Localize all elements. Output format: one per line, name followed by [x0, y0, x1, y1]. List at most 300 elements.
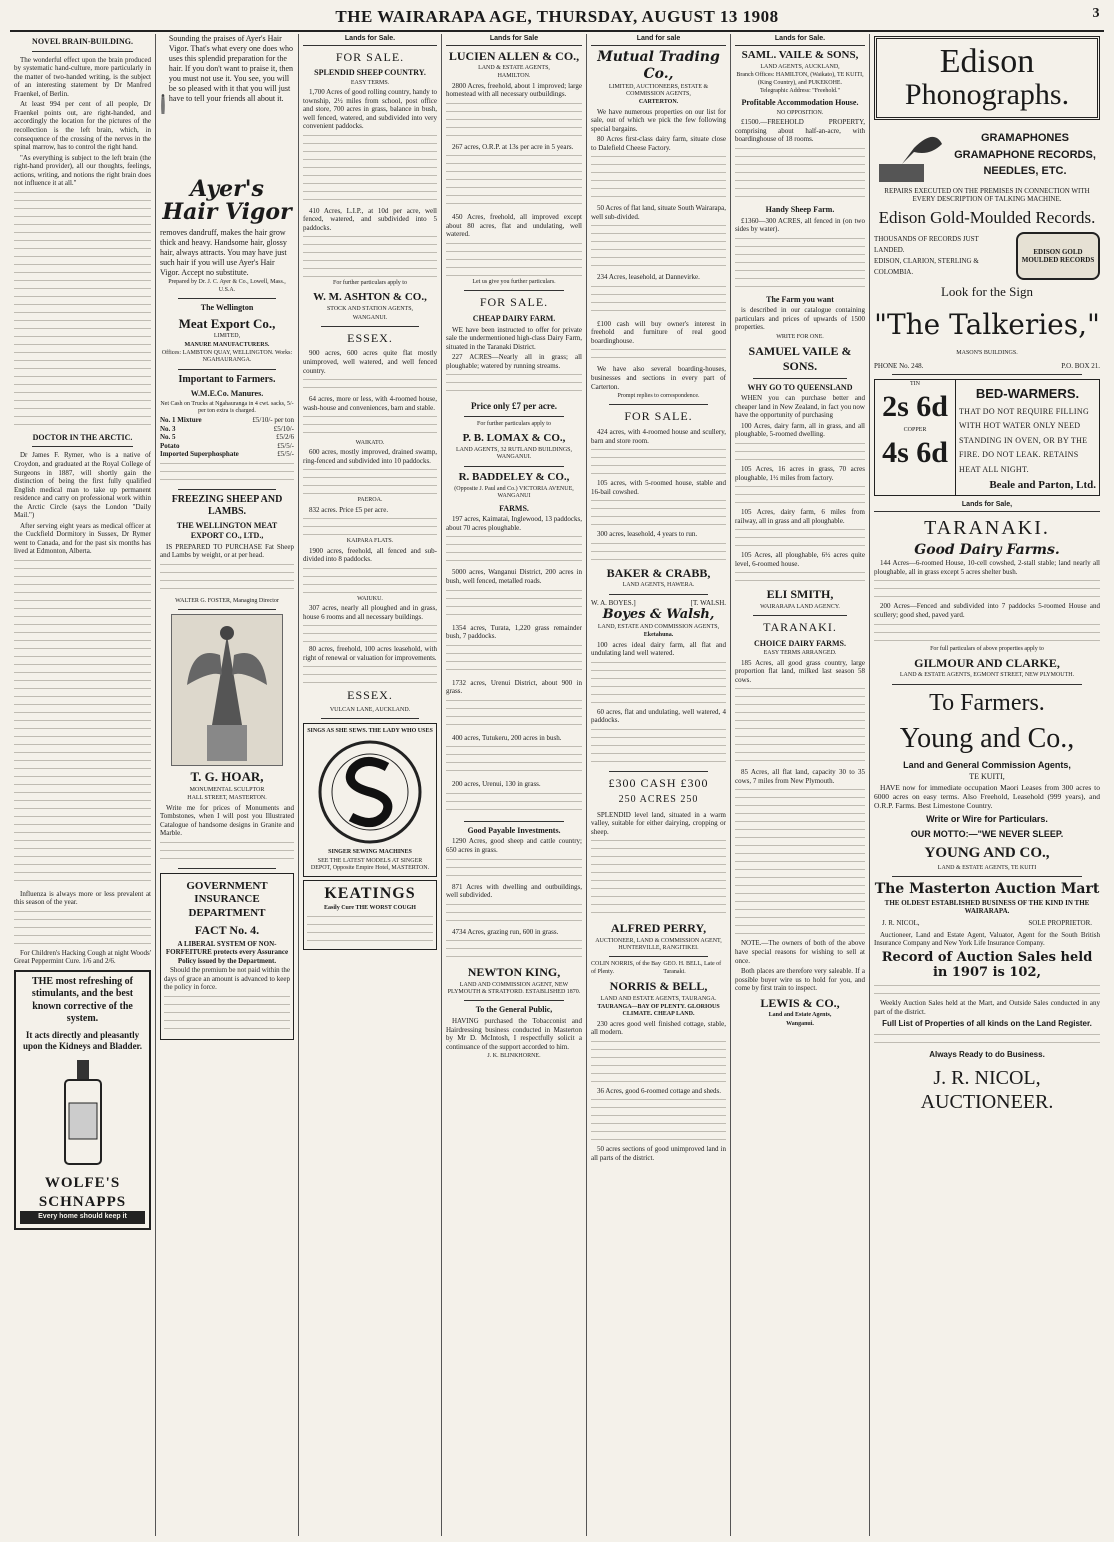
- te-kuiti: TE KUITI,: [969, 772, 1005, 782]
- section-heading: Lands for Sale.: [303, 34, 437, 46]
- text-block: [591, 498, 726, 528]
- profitable-heading: Profitable Accommodation House.: [741, 98, 859, 108]
- listing: 5000 acres, Wanganui District, 200 acres in bush, well fenced, metalled roads.: [446, 568, 582, 585]
- text-block: [446, 791, 582, 817]
- thousands-line: THOUSANDS OF RECORDS JUST LANDED.: [874, 234, 979, 255]
- note: NOTE.—The owners of both of the above have special reasons for wishing to sell at once.: [735, 939, 865, 965]
- gov-body: Should the premium be not paid within the days of grace an amount is advanced to keep the policy in force.: [164, 966, 290, 992]
- text-block: [735, 236, 865, 292]
- text-block: [591, 838, 726, 918]
- text-block: [446, 938, 582, 962]
- splendid-heading: SPLENDID SHEEP COUNTRY.: [314, 68, 426, 78]
- young-co-2: YOUNG AND CO.,: [924, 845, 1050, 862]
- listing: 50 Acres of flat land, situate South Wairarapa, well sub-divided.: [591, 204, 726, 221]
- listing: 85 Acres, all flat land, capacity 30 to 35 cows, 7 miles from New Plymouth.: [735, 768, 865, 785]
- listing: 1,700 Acres of good rolling country, handy to township, 2½ miles from school, post office and store, 700 acres in grass, balance in bush, well fenced, watered, and subdivided into very convenient paddocks.: [303, 88, 437, 131]
- further-particulars: For further particulars apply to: [477, 421, 551, 428]
- freeze-body: IS PREPARED TO PURCHASE Fat Sheep and Lambs by weight, or at per head.: [160, 542, 294, 560]
- text-block: [446, 101, 582, 141]
- listing: 871 Acres with dwelling and outbuildings, well subdivided.: [446, 882, 582, 900]
- gold-moulded-heading: Edison Gold-Moulded Records.: [878, 207, 1096, 227]
- schnapps-bottle-icon: [53, 1058, 113, 1168]
- text-block: [591, 447, 726, 477]
- text-block: [591, 541, 726, 563]
- angel-monument-icon: [172, 615, 282, 765]
- article-text-block: [14, 190, 151, 430]
- text-block: [160, 461, 294, 485]
- listing: 410 Acres, L.I.P., at 10d per acre, well fenced, watered, and subdivided into 5 paddocks.: [303, 206, 437, 232]
- text-block: [591, 223, 726, 271]
- auctioneer-body: Auctioneer, Land and Estate Agent, Valuator, Agent for the South British Insurance Company and New York Life Insurance Company.: [874, 930, 1100, 948]
- article-text-block: [14, 558, 151, 888]
- article-para: "As everything is subject to the left brain (the right-hand provider), all our thoughts, feelings, actions, writing, and notions the right brain does not influence it at all.": [14, 153, 151, 188]
- prompt-replies: Prompt replies to correspondence.: [617, 393, 700, 400]
- copper-price: 4s 6d: [882, 436, 948, 470]
- schnapps-line-1: THE most refreshing of stimulants, and the best known corrective of the system.: [31, 975, 134, 1025]
- listing: 105 Acres, all ploughable, 6½ acres quite level, 6-roomed house.: [735, 551, 865, 568]
- perry-sub: AUCTIONEER, LAND & COMMISSION AGENT, HUNTERVILLE, RANGITIKEI.: [595, 937, 722, 952]
- listing: 1290 Acres, good sheep and cattle country; 650 acres in grass.: [446, 837, 582, 854]
- text-block: [303, 414, 437, 438]
- gilmour-clarke: GILMOUR AND CLARKE,: [914, 655, 1060, 670]
- look-for-sign: Look for the Sign: [940, 284, 1034, 300]
- section-heading: Land for sale: [591, 34, 726, 46]
- manures-heading: W.M.E.Co. Manures.: [190, 388, 264, 398]
- text-block: [446, 857, 582, 881]
- text-block: [160, 840, 294, 864]
- taranaki-heading: TARANAKI.: [763, 620, 837, 635]
- gramaphones-line: GRAMAPHONES: [980, 132, 1069, 145]
- article-heading-brain: NOVEL BRAIN-BUILDING.: [32, 37, 133, 46]
- manures-sub: Net Cash on Trucks at Ngahauranga in 4 cwt. sacks, 5/- per ton extra is charged.: [160, 400, 294, 414]
- baddeley: R. BADDELEY & CO.,: [458, 470, 570, 483]
- cheap-dairy: CHEAP DAIRY FARM.: [472, 313, 556, 323]
- text-block: [735, 787, 865, 937]
- essex-heading-2: ESSEX.: [347, 688, 393, 703]
- boyes-partners: W. A. BOYES.] [T. WALSH.: [591, 598, 726, 607]
- lomax-sub: LAND AGENTS, 32 RUTLAND BUILDINGS, WANGANUI.: [456, 447, 572, 461]
- listing: £100 cash will buy owner's interest in freehold and furniture of real good boardinghouse.: [591, 319, 726, 345]
- mutual-intro: We have numerous properties on our list for sale, out of which we pick the few following special bargains.: [591, 107, 726, 133]
- text-block: [446, 534, 582, 566]
- labels-line: EDISON, CLARION, STERLING & COLOMBIA.: [874, 257, 979, 277]
- section-heading: Lands for Sale: [446, 34, 582, 46]
- bed-warmers-heading: BED-WARMERS.: [975, 386, 1080, 402]
- records-block: [874, 232, 1100, 280]
- for-sale-heading: FOR SALE.: [624, 409, 693, 424]
- listing: 200 Acres—Fenced and subdivided into 7 paddocks 5-roomed House and scullery; good shed, paved yard.: [874, 602, 1100, 619]
- text-block: [303, 467, 437, 495]
- listing: 185 Acres, all good grass country, large proportion flat land, milked last season 58 cows.: [735, 658, 865, 684]
- text-block: [160, 562, 294, 596]
- further-particulars: For further particulars apply to: [333, 280, 407, 287]
- listing: 36 Acres, good 6-roomed cottage and sheds.: [597, 1086, 722, 1095]
- schnapps-tagline: Every home should keep it: [20, 1211, 145, 1224]
- ayer-body: removes dandruff, makes the hair grow thick and heavy. Handsome hair, glossy hair, always attracts. You may have just such hair if you will use Ayer's Hair Vigor. Accept no substitute.: [160, 228, 287, 278]
- always-ready: Always Ready to do Business.: [929, 1050, 1045, 1060]
- talkeries-sign: "The Talkeries,": [874, 308, 1100, 342]
- text-block: [874, 1032, 1100, 1048]
- oldest-line: THE OLDEST ESTABLISHED BUSINESS OF THE KIND IN THE WAIRARAPA.: [884, 898, 1090, 916]
- listing: 300 acres, leasehold, 4 years to run.: [597, 530, 698, 539]
- farms-heading: FARMS.: [499, 503, 529, 513]
- ayer-intro: Sounding the praises of Ayer's Hair Vigor. That's what every one does who uses this splendid preparation for the hair. If you don't want to praise it, then you must not use it. You see, you will be so pleased with it that you will just have to tell your friends all about it.: [168, 34, 294, 103]
- text-block: [735, 484, 865, 506]
- gov-fact: FACT No. 4.: [194, 922, 260, 937]
- motto: OUR MOTTO:—"WE NEVER SLEEP.: [910, 829, 1064, 840]
- text-block: [446, 902, 582, 926]
- record-auction-heading: Record of Auction Sales held in 1907 is 102,: [881, 949, 1093, 981]
- text-block: [591, 1039, 726, 1085]
- farm-want-body: is described in our catalogue containing particulars and prices of upwards of 1500 properties.: [735, 306, 865, 332]
- listing: 197 acres, Kaimatai, Inglewood, 13 paddocks, about 70 acres ploughable.: [446, 515, 582, 532]
- lewis-sub: Land and Estate Agents,: [768, 1012, 832, 1019]
- lewis-co: LEWIS & CO.,: [760, 995, 840, 1010]
- baker-sub: LAND AGENTS, HAWERA.: [622, 582, 695, 589]
- listing: 100 Acres, dairy farm, all in grass, and all ploughable, 5-roomed dwelling.: [735, 421, 865, 439]
- listing: 2800 Acres, freehold, about 1 improved; large homestead with all necessary outbuildings.: [446, 81, 582, 99]
- to-farmers-heading: To Farmers.: [929, 689, 1045, 716]
- listing: £1360—300 ACRES, all fenced in (on two sides by water).: [735, 216, 865, 234]
- text-block: [591, 347, 726, 363]
- text-block: [874, 983, 1100, 997]
- keatings-sub: Easily Cure THE WORST COUGH: [324, 904, 416, 911]
- further-particulars: For full particulars of above properties apply to: [930, 645, 1044, 652]
- column-6: [731, 34, 870, 1536]
- ayer-footer: Prepared by Dr. J. C. Ayer & Co., Lowell, Mass., U.S.A.: [168, 279, 286, 293]
- listing: 600 acres, mostly improved, drained swamp, ring-fenced and subdivided into 10 paddocks.: [303, 448, 437, 465]
- article-para: Influenza is always more or less prevalent at this season of the year.: [14, 889, 151, 907]
- text-block: [591, 727, 726, 767]
- mutual-trading: Mutual Trading Co.,: [597, 48, 720, 82]
- place-heading: KAIPARA FLATS.: [346, 538, 394, 545]
- place-heading: WAIUKU.: [357, 595, 383, 602]
- article-para: After serving eight years as medical officer at the Cuckfield Dormitory in Sussex, Dr Rymer went to Canada, and for the past six months has lived at Edmonton, Alberta.: [14, 521, 151, 556]
- telegraphic: Telegraphic Address: "Freehold.": [760, 87, 840, 94]
- record-cylinder-label: EDISON GOLD MOULDED RECORDS: [1016, 232, 1100, 280]
- norris-partners: COLIN NORRIS, of the Bay of Plenty. GEO. H. BELL, Late of Taranaki.: [591, 961, 722, 975]
- auction-mart-heading: The Masterton Auction Mart: [874, 880, 1100, 897]
- section-heading: Lands for Sale,: [874, 500, 1100, 512]
- text-block: [735, 146, 865, 202]
- young2-sub: LAND & ESTATE AGENTS, TE KUITI: [937, 864, 1037, 871]
- handy-heading: Handy Sheep Farm.: [765, 204, 835, 214]
- listing: 105 Acres, 16 acres in grass, 70 acres ploughable, 1½ miles from factory.: [735, 464, 865, 482]
- text-block: [591, 154, 726, 202]
- text-block: [446, 241, 582, 277]
- column-4: [442, 34, 587, 1536]
- choice-dairy: CHOICE DAIRY FARMS.: [754, 638, 846, 648]
- listing: 144 Acres—6-roomed House, 10-cell cowshed, 2-stall stable; land nearly all ploughable, all in grass except 5 acres shelter bush.: [874, 559, 1100, 576]
- nicol-row: [882, 919, 1092, 928]
- for-sale-heading: FOR SALE.: [479, 295, 549, 310]
- tin-price: 2s 6d: [882, 390, 948, 424]
- article-para: The wonderful effect upon the brain produced by systematic hand-culture, more particularly in the matter of two-handed writing, is the subject of an interesting statement by Dr Manfred Fraenkel, of Berlin.: [14, 55, 151, 98]
- manure-row: No. 5 £5/2/6: [160, 433, 294, 442]
- easy-terms: EASY TERMS ARRANGED.: [763, 650, 837, 657]
- listing: 50 acres sections of good unimproved land in all parts of the district.: [591, 1145, 726, 1162]
- article-text-block: [14, 909, 151, 947]
- lomax: P. B. LOMAX & CO.,: [462, 431, 566, 444]
- listing: 1732 acres, Urenui District, about 900 in grass.: [446, 678, 582, 696]
- baker-crabb: BAKER & CRABB,: [606, 565, 711, 580]
- edison-title: Edison: [939, 43, 1035, 80]
- place-heading: WAIKATO.: [355, 440, 385, 447]
- text-block: [591, 1097, 726, 1143]
- vaile-sub: LAND AGENTS, AUCKLAND,: [760, 63, 840, 70]
- both-places: Both places are therefore very saleable. If a possible buyer wire us to hold for you, and come by first train to inspect.: [735, 967, 865, 993]
- singer-brand: SINGER SEWING MACHINES: [328, 849, 412, 856]
- contact-row: [874, 362, 1100, 371]
- text-block: [446, 372, 582, 398]
- schnapps-ad: [14, 970, 151, 1230]
- text-block: [446, 588, 582, 622]
- write-for-one: WRITE FOR ONE.: [776, 334, 824, 340]
- farm-want-heading: The Farm you want: [766, 294, 834, 304]
- text-block: [874, 622, 1100, 644]
- hoar-name: T. G. HOAR,: [190, 769, 264, 785]
- text-block: [303, 516, 437, 536]
- text-block: [303, 664, 437, 684]
- column-3: [299, 34, 442, 1536]
- boyes-walsh: Boyes & Walsh,: [602, 607, 715, 623]
- manure-price-list: [160, 416, 294, 459]
- young-sub: Land and General Commission Agents,: [903, 760, 1071, 771]
- wme-title-2: Meat Export Co.,: [178, 315, 276, 331]
- young-co: Young and Co.,: [899, 723, 1075, 755]
- freeze-heading: FREEZING SHEEP AND LAMBS.: [171, 493, 283, 518]
- alfred-perry: ALFRED PERRY,: [610, 921, 707, 936]
- listing: 105 acres, with 5-roomed house, stable and 16-bail cowshed.: [591, 479, 726, 496]
- beale-parton: Beale and Parton, Ltd.: [989, 478, 1096, 491]
- woman-hair-illustration-icon: [160, 34, 166, 174]
- text-block: [303, 234, 437, 278]
- po-box: P.O. BOX 21.: [1061, 361, 1100, 370]
- easy-terms: EASY TERMS.: [350, 79, 390, 86]
- also-line: We have also several boarding-houses, businesses and sections in every part of Carterton.: [591, 365, 726, 391]
- gov-insurance-ad: [160, 873, 294, 1040]
- wme-office: Offices: LAMBTON QUAY, WELLINGTON. Works: NGAHAURANGA.: [161, 350, 293, 364]
- gilmour-sub: LAND & ESTATE AGENTS, EGMONT STREET, NEW PLYMOUTH.: [899, 672, 1075, 679]
- listing: 900 acres, 600 acres quite flat mostly unimproved, well watered, and well fenced country.: [303, 349, 437, 375]
- wme-title-4: MANURE MANUFACTURERS.: [184, 341, 270, 348]
- lucien-allen: LUCIEN ALLEN & CO.,: [448, 48, 580, 63]
- taranaki-heading: TARANAKI.: [924, 516, 1050, 539]
- text-block: [164, 994, 290, 1034]
- listing: 100 acres ideal dairy farm, all flat and undulating land well watered.: [591, 640, 726, 658]
- column-5: [587, 34, 731, 1536]
- cash-heading: £300 CASH £300: [608, 775, 709, 790]
- masons-buildings: MASON'S BUILDINGS.: [956, 350, 1018, 357]
- young-body: HAVE now for immediate occupation Maori Leases from 300 acres to 6000 acres on easy terms. Also Freehold, Leasehold (999 years), and O.R.P. Farms. Best Limestone Country.: [874, 782, 1100, 811]
- text-block: [303, 623, 437, 643]
- place-heading: PAEROA.: [357, 497, 383, 504]
- copper-label: COPPER: [903, 427, 927, 434]
- ashton-agent: W. M. ASHTON & CO.,: [313, 290, 427, 303]
- singer-s-logo-icon: [315, 737, 425, 847]
- queensland-body: WHEN you can purchase better and cheaper land in New Zealand, in fact you now have the opportunity of purchasing: [735, 394, 865, 420]
- samuel-vaile: SAMUEL VAILE & SONS.: [748, 344, 852, 373]
- article-para: Dr James F. Rymer, who is a native of Croydon, and graduated at the Royal College of Surgeons in 1887, will shortly gain the distinction of being the first fully qualified English medical man to take up permanent residence and carry on professional work within the Arctic Circle (says the London "Daily Mail."): [14, 451, 151, 520]
- article-para: At least 994 per cent of all people, Dr Fraenkel points out, are right-handed, and accordingly the location for the pictures of the recollection is the left brain, which, in consequence of the crossing of the nerves in the spinal marrow, has to control the right hand.: [14, 100, 151, 152]
- lewis-town: Wanganui.: [786, 1020, 814, 1027]
- good-dairy-heading: Good Dairy Farms.: [914, 542, 1060, 559]
- mutual-sub: LIMITED, AUCTIONEERS, ESTATE & COMMISSION AGENTS,: [608, 83, 709, 97]
- lucien-town: HAMILTON.: [497, 73, 531, 80]
- text-block: [307, 914, 433, 944]
- write-or-wire: Write or Wire for Particulars.: [926, 814, 1048, 825]
- text-block: [735, 527, 865, 549]
- listing: 234 Acres, leasehold, at Dannevirke.: [597, 273, 700, 282]
- gramophone-icon: [874, 126, 944, 186]
- listing: 64 acres, more or less, with 4-roomed house, wash-house and conveniences, barn and stable.: [303, 395, 437, 412]
- text-block: [446, 153, 582, 211]
- listing: 4734 Acres, grazing run, 600 in grass.: [452, 927, 559, 936]
- gov-sub: A LIBERAL SYSTEM OF NON-FORFEITURE protects every Assurance Policy issued by the Department.: [165, 939, 289, 965]
- norris-bell: NORRIS & BELL,: [609, 979, 708, 994]
- listing: 105 Acres, dairy farm, 6 miles from railway, all in grass and all ploughable.: [735, 508, 865, 525]
- text-block: [735, 441, 865, 463]
- newton-sub: LAND AND COMMISSION AGENT, NEW PLYMOUTH & STRATFORD. ESTABLISHED 1870.: [447, 981, 581, 996]
- mutual-town: CARTERTON.: [638, 99, 679, 106]
- phone-number: PHONE No. 248.: [874, 361, 924, 370]
- weekly-sales: Weekly Auction Sales held at the Mart, and Outside Sales conducted in any part of the district.: [874, 999, 1100, 1016]
- listing: 307 acres, nearly all ploughed and in grass, house 6 rooms and all necessary buildings.: [303, 604, 437, 621]
- listing: 80 acres, freehold, 100 acres leasehold, with right of renewal or valuation for improvements.: [303, 645, 437, 662]
- dairy-intro: WE have been instructed to offer for private sale the undermentioned high-class Dairy Farm, situated in the Taranaki District.: [446, 325, 582, 351]
- ayer-ad: [160, 34, 294, 174]
- eli-smith: ELI SMITH,: [766, 587, 834, 602]
- listing: 267 acres, O.R.P. at 13s per acre in 5 years.: [452, 142, 574, 151]
- text-block: [591, 284, 726, 318]
- listing: 200 acres, Urenui, 130 in grass.: [452, 780, 541, 789]
- text-block: [303, 377, 437, 393]
- eli-smith-sub: WAIRARAPA LAND AGENCY.: [760, 603, 840, 610]
- queensland-heading: WHY GO TO QUEENSLAND: [747, 382, 853, 392]
- section-heading: Lands for Sale.: [735, 34, 865, 46]
- text-block: [303, 133, 437, 205]
- public-body: HAVING purchased the Tobacconist and Hairdressing business conducted in Masterton by Mr D. McIntosh, I respectfully solicit a continuance of the support accorded to him.: [446, 1017, 582, 1051]
- text-block: [303, 566, 437, 594]
- listing: 1900 acres, freehold, all fenced and sub-divided into 8 paddocks.: [303, 546, 437, 564]
- text-block: [446, 698, 582, 732]
- edison-ad: [874, 36, 1100, 120]
- text-block: [446, 744, 582, 778]
- schnapps-line-2: It acts directly and pleasantly upon the Kidneys and Bladder.: [23, 1029, 142, 1052]
- phonographs-title: Phonographs.: [904, 78, 1070, 111]
- text-block: [735, 686, 865, 766]
- keatings-brand: KEATINGS: [324, 885, 416, 903]
- singer-sub: SEE THE LATEST MODELS AT SINGER DEPOT, Opposite Empire Hotel, MASTERTON.: [310, 857, 430, 871]
- repairs-line: REPAIRS EXECUTED ON THE PREMISES IN CONNECTION WITH EVERY DESCRIPTION OF TALKING MACHINE.: [884, 186, 1090, 204]
- ayer-brand: Ayer's Hair Vigor: [162, 176, 292, 226]
- nicol-auctioneer: J. R. NICOL, AUCTIONEER.: [920, 1066, 1054, 1114]
- wme-title-1: The Wellington: [200, 302, 254, 312]
- text-block: [874, 578, 1100, 600]
- schnapps-brand: WOLFE'S SCHNAPPS: [38, 1175, 127, 1210]
- public-heading: To the General Public,: [475, 1005, 553, 1015]
- good-investments: Good Payable Investments.: [467, 825, 561, 835]
- gramaphone-block: [874, 126, 1100, 186]
- bed-warmers-body: THAT DO NOT REQUIRE FILLING WITH HOT WATER ONLY NEED STANDING IN OVEN, OR BY THE FIRE. DO NOT LEAK. RETAINS HEAT ALL NIGHT.: [959, 407, 1090, 474]
- cash-body: SPLENDID level land, situated in a warm valley, suitable for either dairying, cropping or sheep.: [591, 810, 726, 836]
- vaile-branch: Branch Offices: HAMILTON, (Waikato), TE KUITI, (King Country), and PUKEKOHE.: [736, 72, 864, 86]
- sole-proprietor: SOLE PROPRIETOR.: [1028, 919, 1092, 927]
- tauranga-line: TAURANGA—BAY OF PLENTY. GLORIOUS CLIMATE. CHEAP LAND.: [597, 1003, 720, 1018]
- listing: 80 Acres first-class dairy farm, situate close to Dalefield Cheese Factory.: [591, 135, 726, 152]
- keatings-ad: [303, 880, 437, 950]
- listing: £1500.—FREEHOLD PROPERTY, comprising about half-an-acre, with boardinghouse of 18 rooms.: [735, 118, 865, 144]
- ashton-town: WANGANUI.: [352, 314, 388, 321]
- price-line: Price only £7 per acre.: [471, 401, 557, 412]
- freeze-signature: WALTER G. FOSTER, Managing Director: [175, 597, 279, 604]
- page-number: 3: [1092, 6, 1100, 21]
- nicol-name: J. R. NICOL,: [882, 919, 920, 927]
- farmers-heading: Important to Farmers.: [178, 373, 276, 385]
- listing: 230 acres good well finished cottage, stable, all modern.: [591, 1019, 726, 1037]
- further-particulars: Let us give you further particulars.: [472, 278, 556, 285]
- hoar-sub: MONUMENTAL SCULPTOR: [189, 787, 265, 793]
- bed-warmers-ad: [874, 379, 1100, 496]
- text-block: [446, 643, 582, 677]
- lucien-sub: LAND & ESTATE AGENTS,: [478, 65, 550, 72]
- singer-ad: [303, 723, 437, 877]
- text-block: [735, 570, 865, 584]
- masthead: [10, 4, 1104, 32]
- monument-illustration: [171, 614, 283, 766]
- listing: 60 acres, flat and undulating, well watered, 4 paddocks.: [591, 707, 726, 725]
- needles-line: NEEDLES, ETC.: [983, 165, 1067, 178]
- tin-label: TIN: [910, 381, 920, 388]
- manure-row: Potato £5/5/-: [160, 441, 294, 450]
- listing: 400 acres, Tutukeru, 200 acres in bush.: [452, 733, 562, 742]
- text-block: [591, 660, 726, 706]
- vaile-sons: SAML. VAILE & SONS,: [741, 48, 859, 61]
- essex-heading: ESSEX.: [347, 330, 393, 345]
- full-list-line: Full List of Properties of all kinds on the Land Register.: [882, 1019, 1092, 1029]
- essex-address: VULCAN LANE, AUCKLAND.: [329, 706, 411, 713]
- listing: 1354 acres, Turata, 1,220 grass remainder bush, 7 paddocks.: [446, 623, 582, 641]
- acres-heading: 250 ACRES 250: [618, 794, 699, 806]
- article-para: For Children's Hacking Cough at night Woods' Great Peppermint Cure. 1/6 and 2/6.: [14, 948, 151, 966]
- column-7: [870, 34, 1104, 1536]
- no-opposition: NO OPPOSITION.: [776, 109, 824, 116]
- article-heading-arctic: DOCTOR IN THE ARCTIC.: [32, 432, 133, 442]
- hoar-body: Write me for prices of Monuments and Tombstones, when I will post you Illustrated Catalogue of handsome designs in Granite and Marble.: [160, 803, 294, 838]
- gramaphone-records-line: GRAMAPHONE RECORDS,: [954, 148, 1096, 161]
- boyes-town: Eketahuna.: [643, 632, 674, 639]
- column-1: [10, 34, 156, 1536]
- columns: [10, 34, 1104, 1536]
- freeze-company: THE WELLINGTON MEAT EXPORT CO., LTD.,: [176, 521, 278, 541]
- baddeley-sub: (Opposite J. Paul and Co.) VICTORIA AVENUE, WANGANUI: [454, 486, 574, 500]
- manure-row: Imported Superphosphate £5/5/-: [160, 450, 294, 459]
- wme-title-3: LIMITED,: [213, 333, 241, 340]
- manure-row: No. 1 Mixture £5/10/- per ton: [160, 416, 294, 425]
- hoar-address: HALL STREET, MASTERTON.: [187, 795, 267, 802]
- boyes-sub: LAND, ESTATE AND COMMISSION AGENTS,: [597, 623, 720, 630]
- gov-heading: GOVERNMENT INSURANCE DEPARTMENT: [186, 879, 268, 919]
- for-sale-heading: FOR SALE.: [335, 49, 405, 64]
- listing: 450 Acres, freehold, all improved except about 80 acres, flat and undulating, well watered.: [446, 213, 582, 239]
- listing: 227 ACRES—Nearly all in grass; all ploughable; watered by running streams.: [446, 353, 582, 370]
- column-2: [156, 34, 299, 1536]
- newton-king: NEWTON KING,: [467, 965, 561, 980]
- singer-heading: SINGS AS SHE SEWS. THE LADY WHO USES: [307, 728, 433, 735]
- masthead-title: THE WAIRARAPA AGE, THURSDAY, AUGUST 13 1908: [335, 7, 779, 26]
- norris-sub: LAND AND ESTATE AGENTS, TAURANGA.: [600, 995, 717, 1002]
- listing: 424 acres, with 4-roomed house and scullery, barn and store room.: [591, 428, 726, 445]
